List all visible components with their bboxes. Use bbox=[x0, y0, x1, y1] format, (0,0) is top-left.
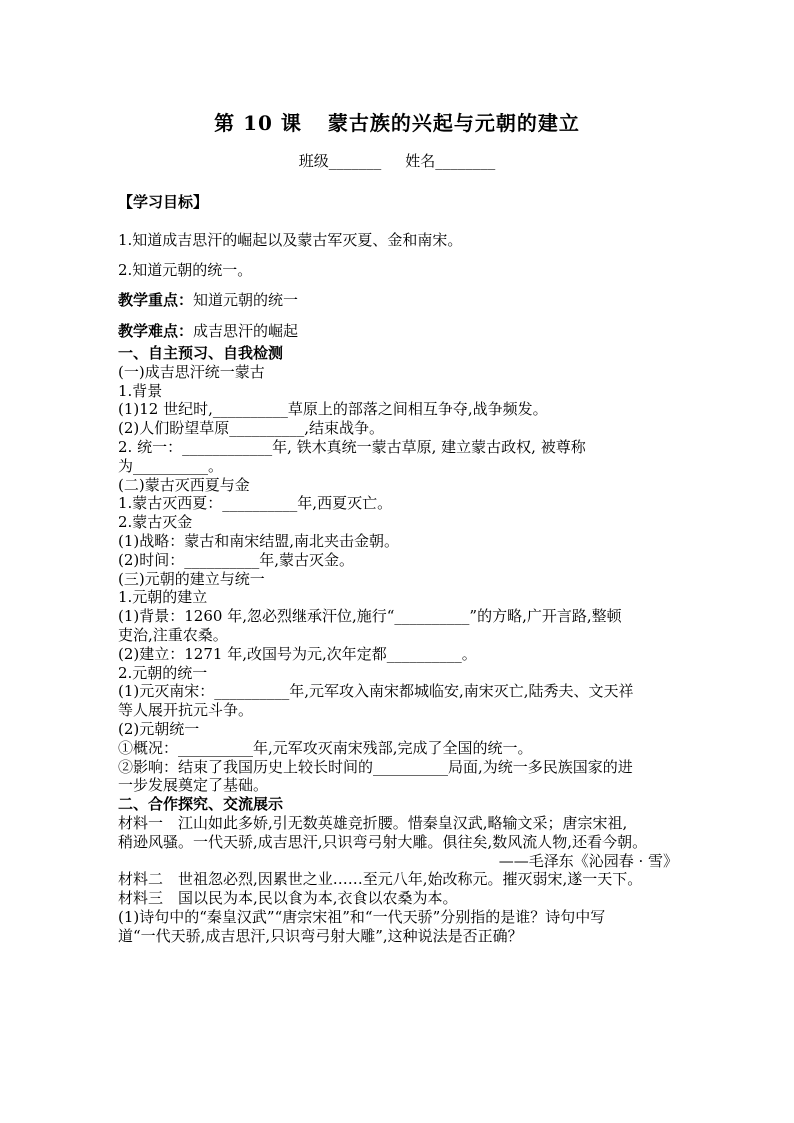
key-point bbox=[118, 289, 298, 310]
material-line: 稍逊风骚。一代天骄,成吉思汗,只识弯弓射大雕。俱往矣,数风流人物,还看今朝。 bbox=[118, 832, 648, 851]
objectives-heading: 【学习目标】 bbox=[118, 193, 209, 211]
text-line: (2)元朝统一 bbox=[118, 719, 200, 738]
text-line: (三)元朝的建立与统一 bbox=[118, 569, 265, 588]
name-field[interactable]: 姓名________ bbox=[405, 152, 496, 170]
student-info-line bbox=[0, 150, 794, 171]
material-line: 材料一 江山如此多娇,引无数英雄竞折腰。惜秦皇汉武,略输文采；唐宗宋祖, bbox=[118, 813, 628, 832]
text-line: 吏治,注重农桑。 bbox=[118, 625, 228, 644]
text-line: ②影响：结束了我国历史上较长时间的__________局面,为统一多民族国家的进 bbox=[118, 757, 633, 776]
text-line: 1.元朝的建立 bbox=[118, 588, 208, 607]
difficulty-text: 成吉思汗的崛起 bbox=[193, 322, 299, 340]
text-line: 一步发展奠定了基础。 bbox=[118, 776, 269, 795]
text-line: 2. 统一：____________年, 铁木真统一蒙古草原, 建立蒙古政权, 被尊称 bbox=[118, 437, 586, 456]
key-point-label: 教学重点： bbox=[118, 291, 194, 309]
page-title bbox=[0, 107, 794, 136]
text-line: (2)时间：__________年,蒙古灭金。 bbox=[118, 550, 355, 569]
text-line: (2)建立：1271 年,改国号为元,次年定都__________。 bbox=[118, 644, 477, 663]
text-line: (二)蒙古灭西夏与金 bbox=[118, 475, 250, 494]
text-line: 1.背景 bbox=[118, 381, 163, 400]
difficulty-label: 教学难点： bbox=[118, 322, 194, 340]
text-line: 2.元朝的统一 bbox=[118, 663, 208, 682]
main-content bbox=[118, 344, 678, 946]
text-line: 1.蒙古灭西夏：__________年,西夏灭亡。 bbox=[118, 494, 393, 513]
question-line: (1)诗句中的“秦皇汉武”“唐宗宋祖”和“一代天骄”分别指的是谁？诗句中写 bbox=[118, 907, 606, 926]
text-line: (1)战略：蒙古和南宋结盟,南北夹击金朝。 bbox=[118, 531, 400, 550]
text-line: (1)12 世纪时,__________草原上的部落之间相互争夺,战争频发。 bbox=[118, 400, 548, 419]
text-line: 2.蒙古灭金 bbox=[118, 513, 193, 532]
text-line: (2)人们盼望草原__________,结束战争。 bbox=[118, 419, 385, 438]
lesson-topic: 蒙古族的兴起与元朝的建立 bbox=[327, 111, 580, 135]
section-heading: 二、合作探究、交流展示 bbox=[118, 795, 284, 814]
section-heading: 一、自主预习、自我检测 bbox=[118, 344, 284, 362]
text-line: 为__________。 bbox=[118, 456, 224, 475]
objective-item: 1.知道成吉思汗的崛起以及蒙古军灭夏、金和南宋。 bbox=[118, 231, 463, 249]
text-line: 等人展开抗元斗争。 bbox=[118, 701, 254, 720]
material-line: 材料二 世祖忽必烈,因累世之业……至元八年,始改称元。摧灭弱宋,遂一天下。 bbox=[118, 870, 643, 889]
text-line: (1)背景：1260 年,忽必烈继承汗位,施行“__________”的方略,广开言路,整顿 bbox=[118, 607, 622, 626]
text-line: ①概况：__________年,元军攻灭南宋残部,完成了全国的统一。 bbox=[118, 738, 533, 757]
material-line: 材料三 国以民为本,民以食为本,衣食以农桑为本。 bbox=[118, 889, 458, 908]
lesson-number: 第 10 课 bbox=[214, 111, 302, 135]
text-line: (1)元灭南宋：__________年,元军攻入南宋都城临安,南宋灭亡,陆秀夫、文天祥 bbox=[118, 682, 634, 701]
text-line: (一)成吉思汗统一蒙古 bbox=[118, 362, 265, 381]
difficulty-point bbox=[118, 320, 298, 341]
question-line: 道“一代天骄,成吉思汗,只识弯弓射大雕”,这种说法是否正确？ bbox=[118, 926, 523, 945]
key-point-text: 知道元朝的统一 bbox=[193, 291, 299, 309]
class-field[interactable]: 班级_______ bbox=[298, 152, 382, 170]
objective-item: 2.知道元朝的统一。 bbox=[118, 261, 253, 279]
material-source: ——毛泽东《沁园春 · 雪》 bbox=[498, 851, 678, 870]
